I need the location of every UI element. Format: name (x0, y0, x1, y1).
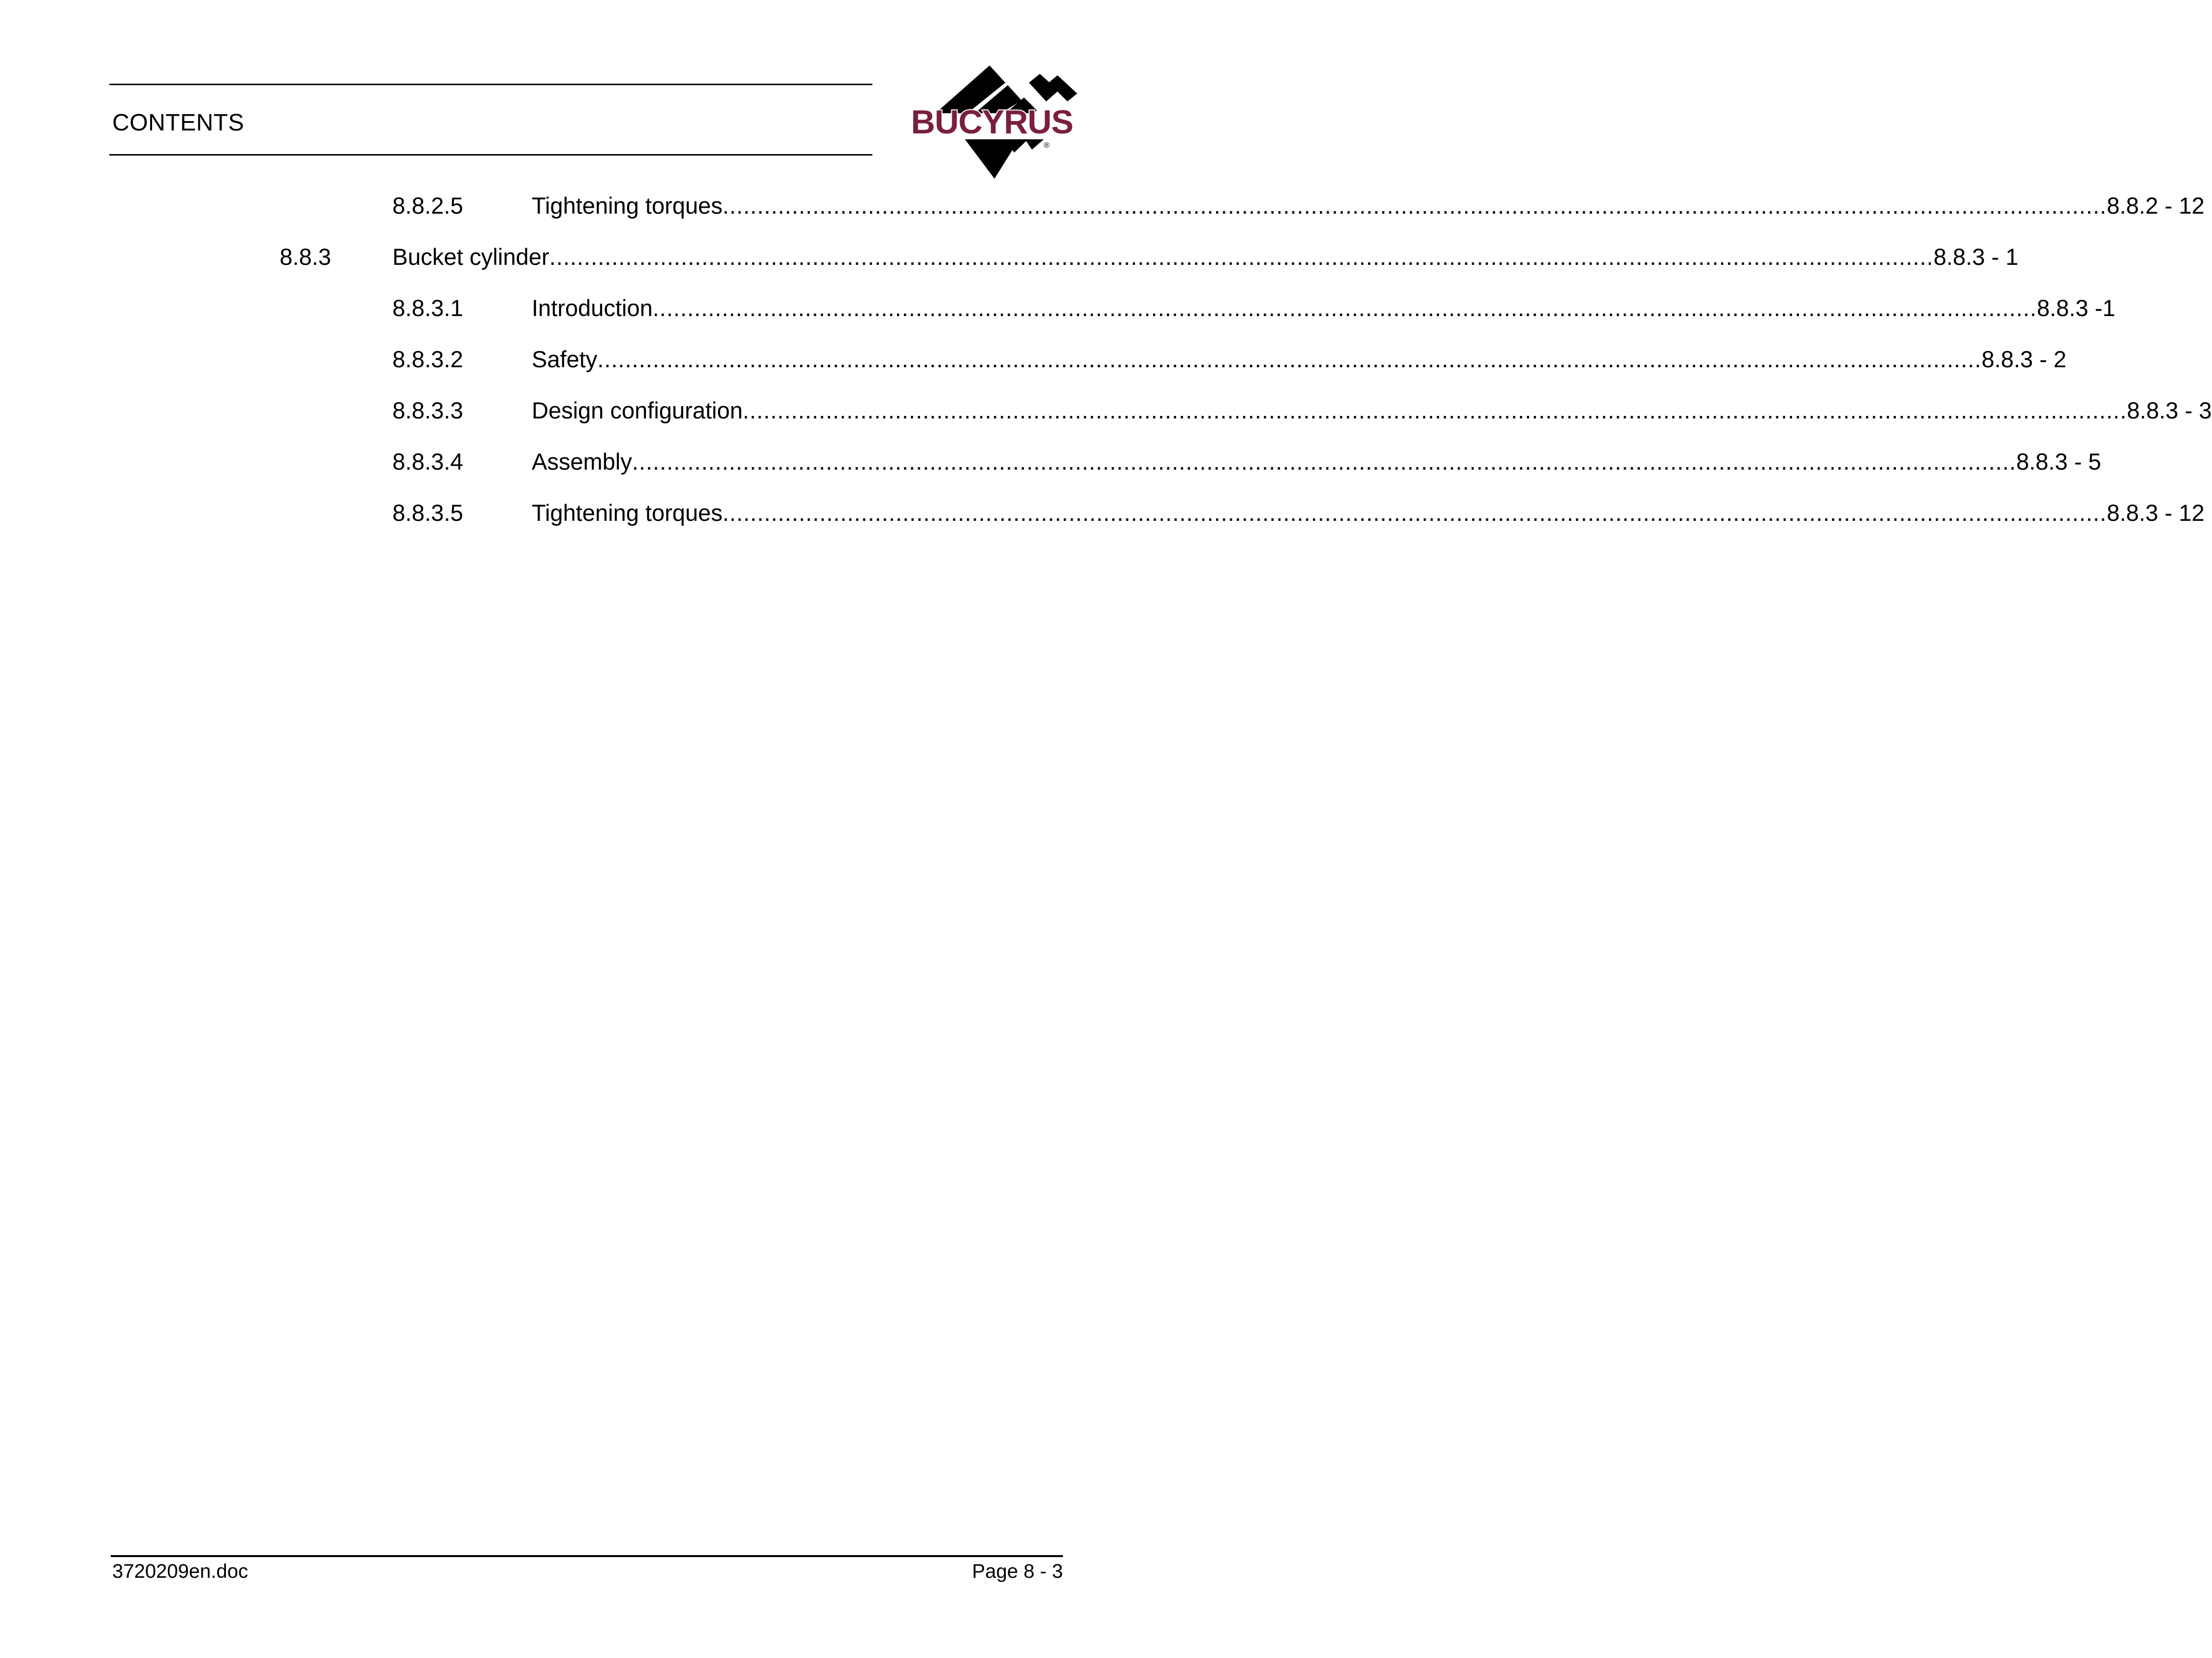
page-header-title: CONTENTS (112, 110, 244, 136)
toc-entry-title: Tightening torques (532, 500, 723, 526)
toc-entry-number: 8.8.3.5 (392, 500, 463, 526)
toc-entry-number: 8.8.3.3 (392, 397, 463, 423)
toc-entry-page: 8.8.3 -1 (2037, 295, 2116, 321)
toc-dot-leader: ........................................................................................................................................................................................................ (722, 192, 2107, 219)
footer-rule (111, 1555, 1063, 1557)
toc-entry[interactable] (0, 498, 2205, 528)
toc-entry-title: Safety (532, 346, 598, 372)
toc-dot-leader: ........................................................................................................................................................................................................ (549, 244, 1934, 270)
toc-entry-title: Assembly (532, 448, 632, 475)
toc-entry-page: 8.8.3 - 5 (2016, 448, 2101, 475)
logo-registered-mark: ® (1044, 141, 1050, 150)
toc-entry-number: 8.8.3 (280, 244, 331, 270)
toc-entry-page: 8.8.3 - 3 (2127, 397, 2212, 423)
toc-entry-page: 8.8.3 - 2 (1981, 346, 2067, 372)
toc-entry-title: Bucket cylinder (392, 244, 549, 270)
toc-entry-page: 8.8.3 - 1 (1933, 244, 2019, 270)
toc-entry-number: 8.8.3.1 (392, 295, 463, 321)
bucyrus-logo (896, 63, 1088, 181)
toc-dot-leader: ........................................................................................................................................................................................................ (742, 397, 2127, 423)
toc-entry-title: Tightening torques (532, 192, 723, 219)
toc-entry-title: Design configuration (532, 397, 743, 423)
toc-entry[interactable] (0, 345, 2067, 374)
toc-entry[interactable] (0, 191, 2205, 221)
toc-dot-leader: ........................................................................................................................................................................................................ (722, 500, 2107, 526)
toc-entry[interactable] (0, 396, 2212, 425)
footer-filename: 3720209en.doc (112, 1561, 248, 1582)
toc-entry-number: 8.8.2.5 (392, 192, 463, 219)
toc-entry[interactable] (0, 447, 2101, 477)
toc-entry-number: 8.8.3.4 (392, 448, 463, 475)
toc-dot-leader: ........................................................................................................................................................................................................ (597, 346, 1982, 372)
toc-dot-leader: ........................................................................................................................................................................................................ (632, 448, 2017, 475)
toc-entry-number: 8.8.3.2 (392, 346, 463, 372)
toc-entry-title: Introduction (532, 295, 653, 321)
header-rule-bottom (109, 154, 872, 156)
logo-wordmark: BUCYRUS (911, 103, 1073, 141)
footer-page-number: Page 8 - 3 (972, 1561, 1063, 1582)
toc-dot-leader: ........................................................................................................................................................................................................ (652, 295, 2037, 321)
toc-entry[interactable] (0, 242, 2019, 272)
toc-entry-page: 8.8.3 - 12 (2107, 500, 2205, 526)
toc-entry-page: 8.8.2 - 12 (2107, 192, 2205, 219)
toc-entry[interactable] (0, 293, 2116, 323)
header-rule-top (109, 84, 872, 85)
